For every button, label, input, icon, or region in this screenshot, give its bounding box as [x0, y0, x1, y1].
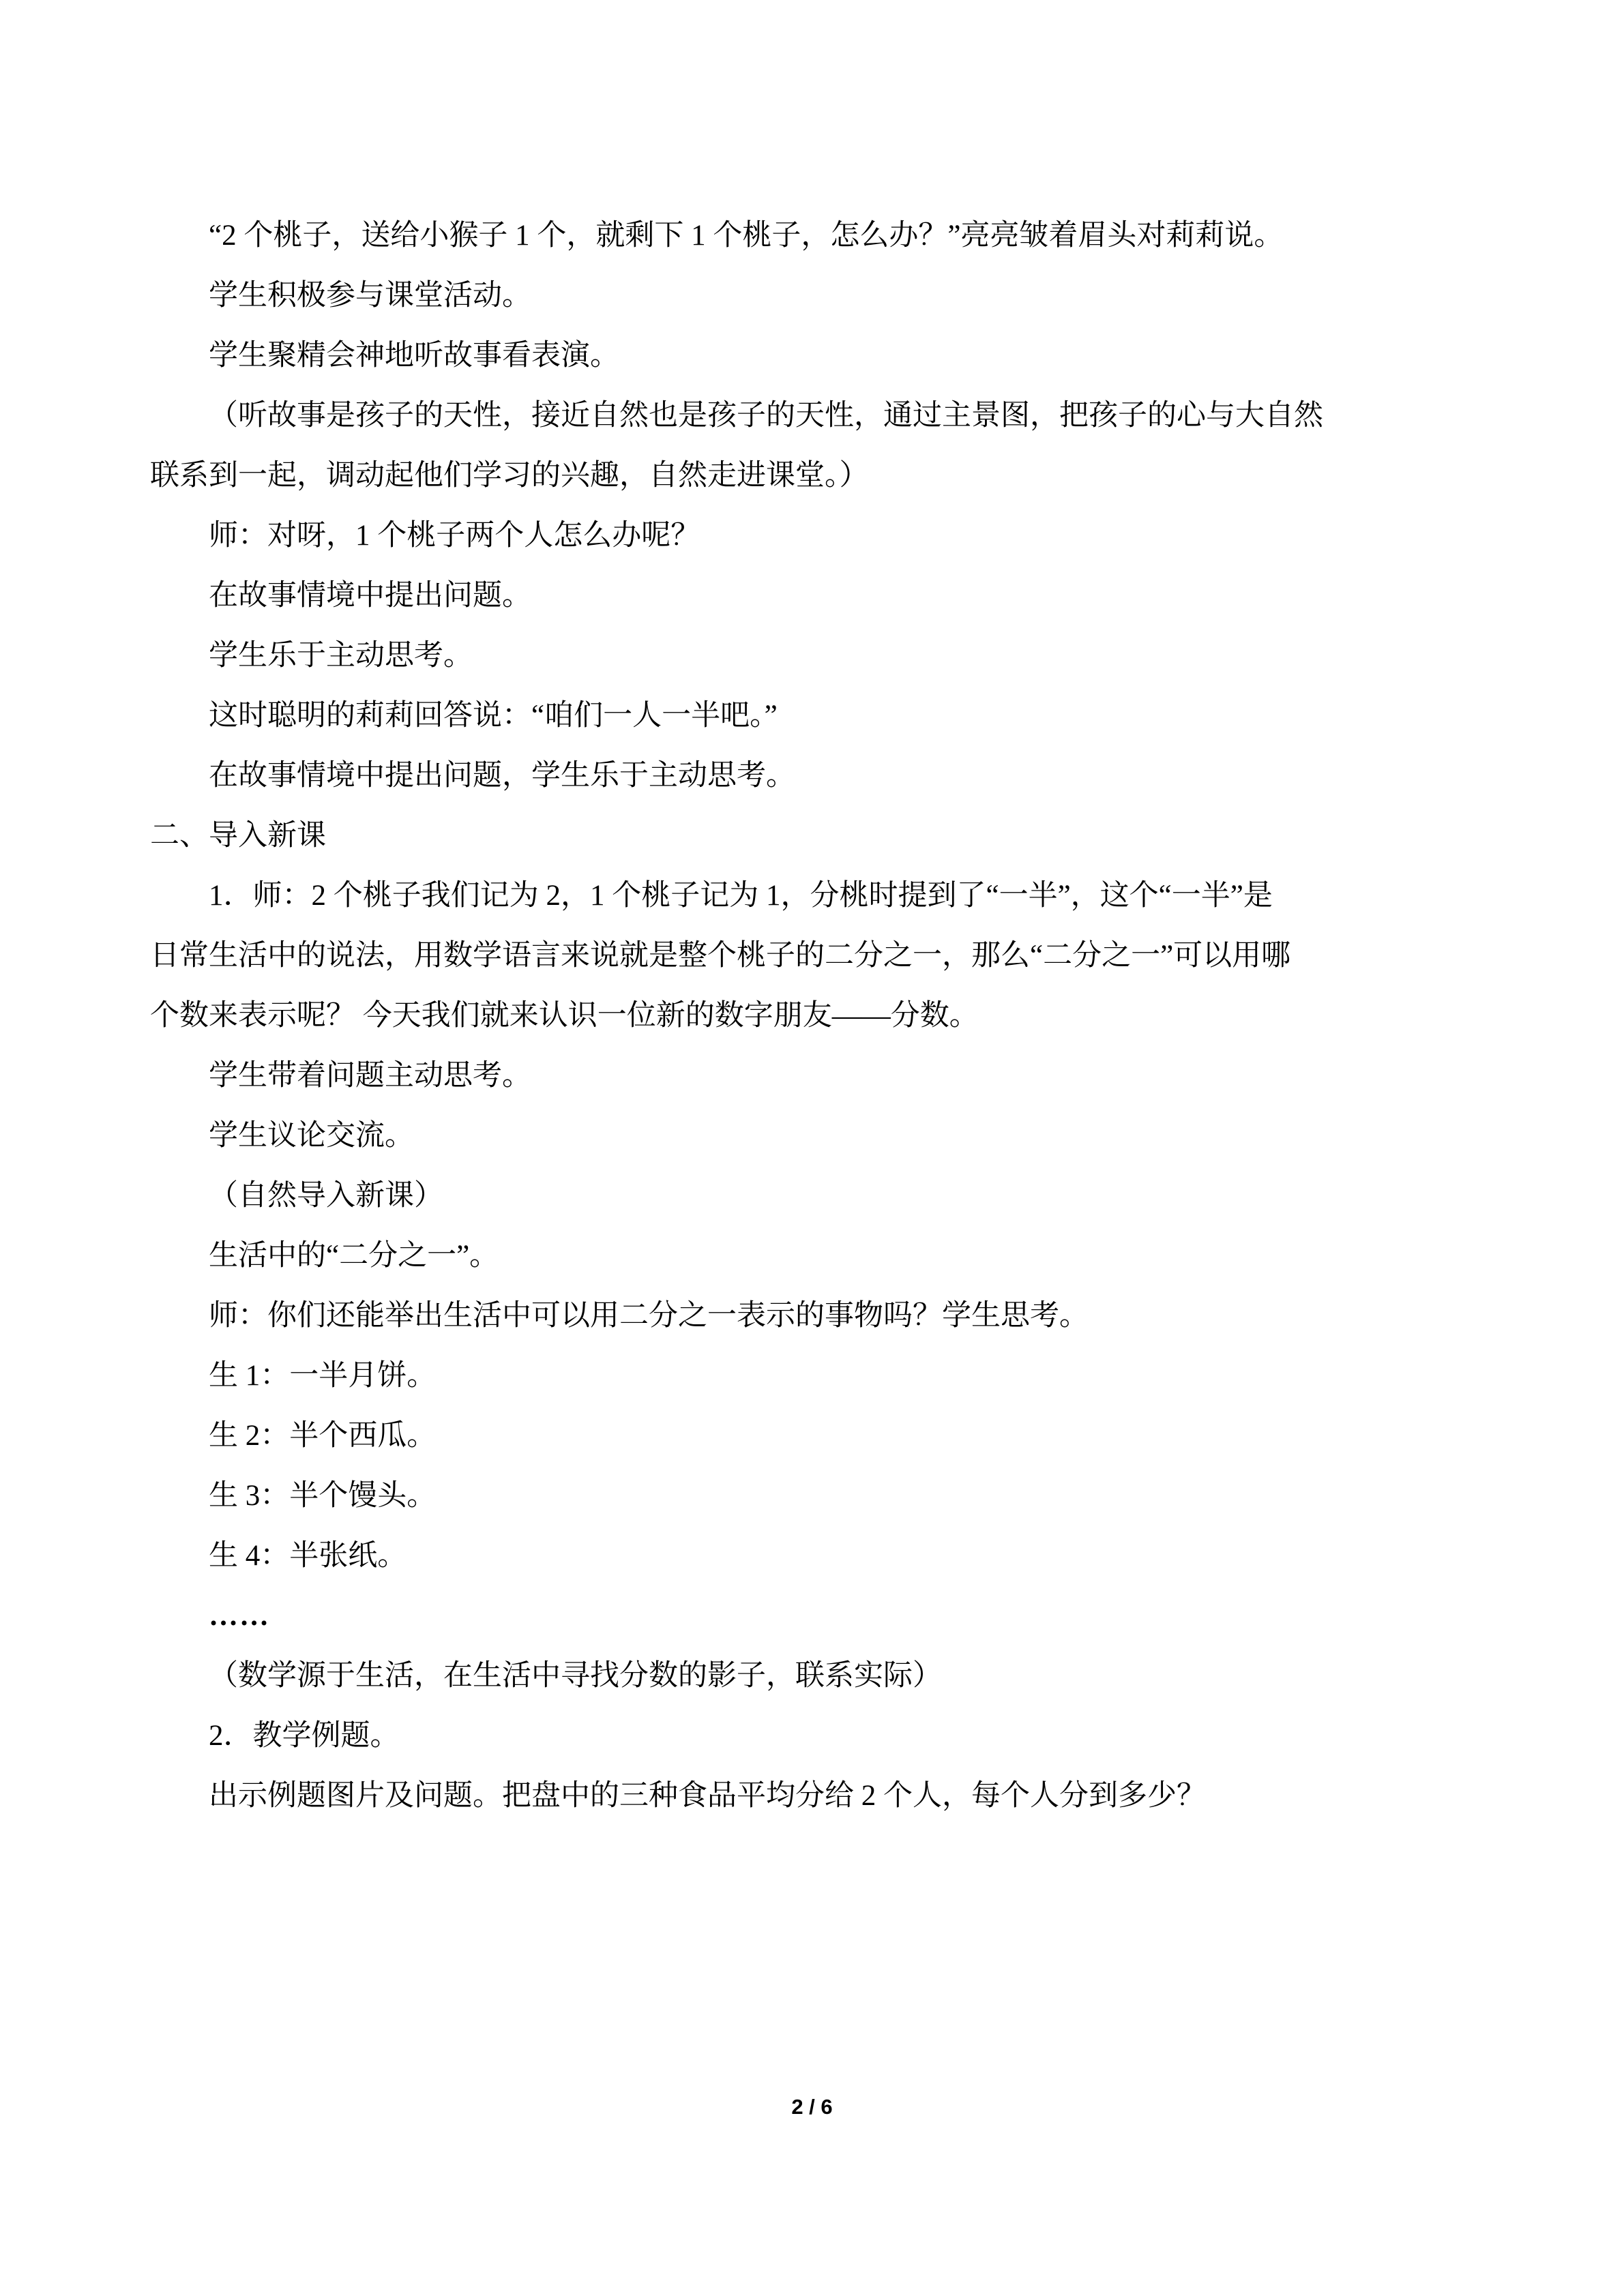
paragraph-line: 师：你们还能举出生活中可以用二分之一表示的事物吗？学生思考。 [209, 1300, 1089, 1332]
paragraph-line: 生活中的“二分之一”。 [209, 1240, 499, 1272]
paragraph-line: 生 1：一半月饼。 [209, 1360, 437, 1392]
paragraph-line: （自然导入新课） [209, 1180, 443, 1212]
paragraph-line: 学生乐于主动思考。 [209, 640, 473, 672]
paragraph-line: 日常生活中的说法，用数学语言来说就是整个桃子的二分之一，那么“二分之一”可以用哪 [150, 940, 1291, 972]
paragraph-line: 这时聪明的莉莉回答说：“咱们一人一半吧。” [209, 700, 778, 732]
paragraph-line: 出示例题图片及问题。把盘中的三种食品平均分给 2 个人，每个人分到多少？ [209, 1780, 1206, 1812]
paragraph-line: 师：对呀，1 个桃子两个人怎么办呢？ [209, 520, 700, 552]
paragraph-line: （数学源于生活，在生活中寻找分数的影子，联系实际） [209, 1660, 942, 1692]
ellipsis-line: …… [209, 1600, 270, 1632]
paragraph-line: “2 个桃子，送给小猴子 1 个，就剩下 1 个桃子，怎么办？”亮亮皱着眉头对莉莉说。 [209, 220, 1284, 252]
paragraph-line: 2．教学例题。 [209, 1720, 400, 1752]
paragraph-line: 生 3：半个馒头。 [209, 1480, 437, 1512]
section-heading: 二、导入新课 [150, 820, 326, 852]
paragraph-line: 联系到一起，调动起他们学习的兴趣，自然走进课堂。） [150, 460, 869, 492]
paragraph-line: 学生聚精会神地听故事看表演。 [209, 340, 619, 372]
paragraph-line: （听故事是孩子的天性，接近自然也是孩子的天性，通过主景图，把孩子的心与大自然 [209, 400, 1323, 432]
paragraph-line: 个数来表示呢？ 今天我们就来认识一位新的数字朋友——分数。 [150, 1000, 979, 1032]
paragraph-line: 学生带着问题主动思考。 [209, 1060, 531, 1092]
document-body [150, 206, 1480, 1826]
page-number: 2 / 6 [791, 2095, 833, 2119]
paragraph-line: 学生积极参与课堂活动。 [209, 280, 531, 312]
paragraph-line: 生 4：半张纸。 [209, 1540, 407, 1572]
paragraph-line: 在故事情境中提出问题，学生乐于主动思考。 [209, 760, 795, 792]
paragraph-line: 1．师：2 个桃子我们记为 2，1 个桃子记为 1，分桃时提到了“一半”，这个“一半”是 [209, 880, 1273, 912]
paragraph-line: 学生议论交流。 [209, 1120, 414, 1152]
paragraph-line: 在故事情境中提出问题。 [209, 580, 531, 612]
page-footer [0, 2095, 1624, 2119]
paragraph-line: 生 2：半个西瓜。 [209, 1420, 437, 1452]
